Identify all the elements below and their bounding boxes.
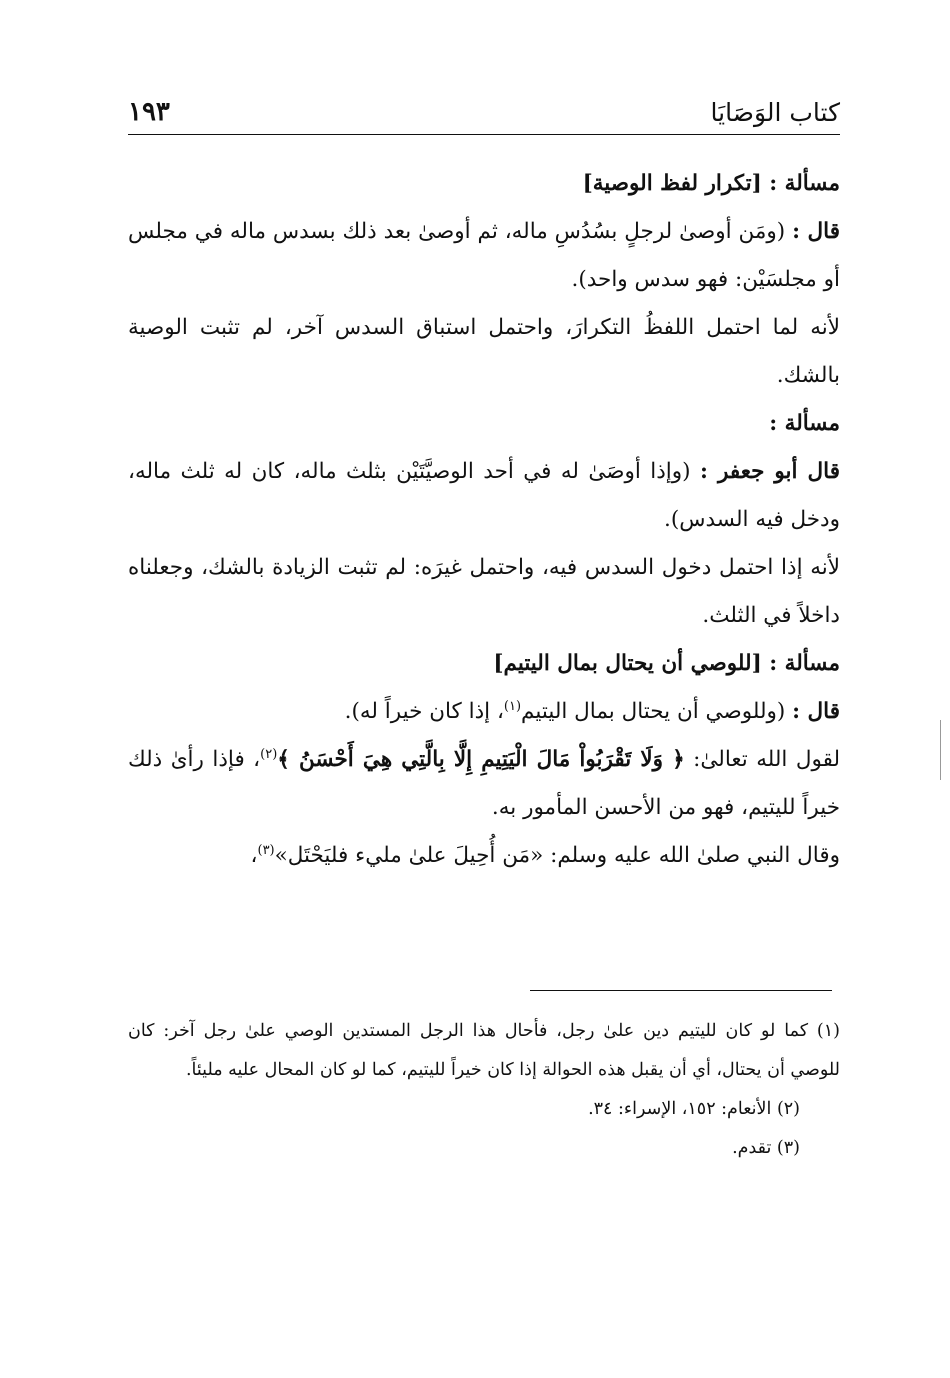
citation-intro: لقول الله تعالىٰ:	[684, 747, 840, 772]
hadith-tail: ،	[250, 843, 258, 868]
footnote-marker[interactable]: (٢)	[260, 746, 278, 762]
footnote-marker[interactable]: (٣)	[257, 842, 275, 858]
page-header	[128, 92, 840, 132]
main-text	[128, 160, 840, 880]
scan-edge-mark	[940, 720, 941, 780]
page-number: ١٩٣	[128, 97, 170, 127]
ruling-paragraph	[128, 448, 840, 544]
section-heading	[128, 400, 840, 448]
reason-paragraph: لأنه إذا احتمل دخول السدس فيه، واحتمل غيرَه: لم تثبت الزيادة بالشك، وجعلناه داخلاً في الثلث.	[128, 555, 840, 628]
reason-paragraph: لأنه لما احتمل اللفظُ التكرارَ، واحتمل استباق السدس آخر، لم تثبت الوصية بالشك.	[128, 315, 840, 388]
section-heading	[128, 160, 840, 208]
header-divider	[128, 134, 840, 135]
speaker-label: قال أبو جعفر :	[699, 459, 840, 484]
ruling-text-tail: ، إذا كان خيراً له).	[344, 699, 504, 724]
footnotes	[128, 1012, 840, 1168]
footnote-divider	[530, 990, 832, 991]
footnote-2: (٢) الأنعام: ١٥٢، الإسراء: ٣٤.	[588, 1099, 800, 1119]
heading-label: مسألة :	[769, 411, 840, 436]
footnote-3: (٣) تقدم.	[732, 1138, 800, 1158]
speaker-label: قال :	[792, 219, 840, 244]
ruling-text: (ومَن أوصىٰ لرجلٍ بسُدُسِ ماله، ثم أوصىٰ بعد ذلك بسدس ماله في مجلس أو مجلسَيْن: فهو سدس واحد).	[128, 219, 840, 292]
heading-label: مسألة :	[769, 651, 840, 676]
ruling-paragraph	[128, 208, 840, 304]
ruling-text: (وإذا أوصَىٰ له في أحد الوصيَّتَيْن بثلث ماله، كان له ثلث ماله، ودخل فيه السدس).	[128, 459, 840, 532]
footnote-marker[interactable]: (١)	[503, 698, 522, 714]
ruling-text: (وللوصي أن يحتال بمال اليتيم	[521, 699, 786, 724]
quran-verse: ﴿ وَلَا تَقْرَبُواْ مَالَ الْيَتِيمِ إِلَّا بِالَّتِي هِيَ أَحْسَنُ ﴾	[277, 747, 685, 772]
hadith-paragraph	[128, 832, 840, 880]
running-title: كتاب الوَصَايَا	[710, 97, 840, 127]
section-heading	[128, 640, 840, 688]
ruling-paragraph	[128, 688, 840, 736]
heading-label: مسألة :	[769, 171, 840, 196]
quran-citation-paragraph	[128, 736, 840, 832]
citation-rest: ، فإذا رأىٰ ذلك خيراً لليتيم، فهو من الأحسن المأمور به.	[128, 747, 840, 820]
heading-title: [للوصي أن يحتال بمال اليتيم]	[493, 651, 762, 676]
footnote-1: (١) كما لو كان لليتيم دين علىٰ رجل، فأحال هذا الرجل المستدين الوصي علىٰ رجل آخر: كان للوصي أن يحتال، أي أن يقبل هذه الحوالة إذا كان خيراً لليتيم، كما لو كان المحال عليه مليئاً.	[128, 1021, 840, 1080]
speaker-label: قال :	[792, 699, 840, 724]
hadith-text: وقال النبي صلىٰ الله عليه وسلم: «مَن أُحِيلَ علىٰ مليء فليَحْتَل»	[274, 843, 840, 868]
heading-title: [تكرار لفظ الوصية]	[582, 171, 762, 196]
